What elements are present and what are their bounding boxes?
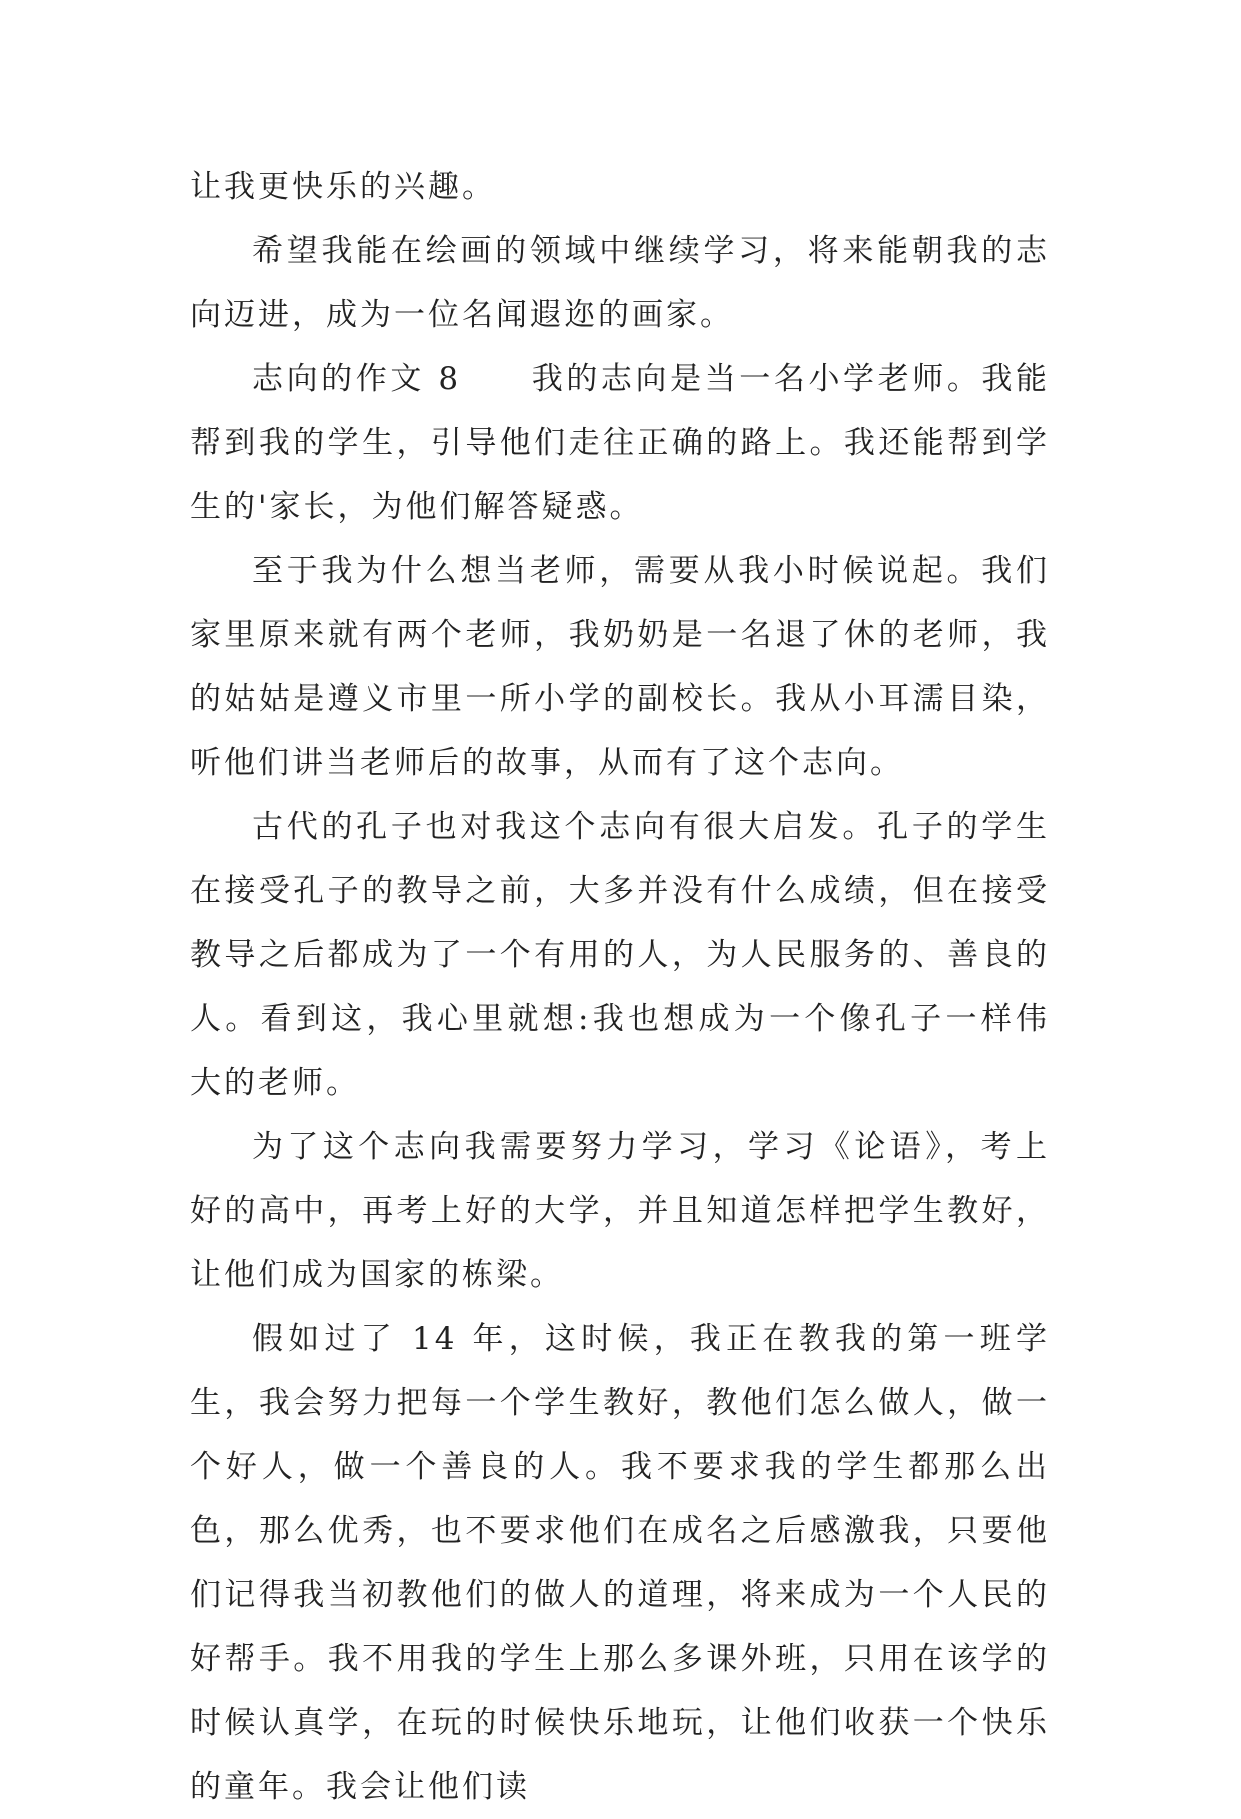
paragraph-text: 我的志向是当一名小学老师。我能帮到我的学生，引导他们走往正确的路上。我还能帮到学生的'家长，为他们解答疑惑。	[190, 361, 1051, 525]
paragraph: 假如过了 14 年，这时候，我正在教我的第一班学生，我会努力把每一个学生教好，教他们怎么做人，做一个好人，做一个善良的人。我不要求我的学生都那么出色，那么优秀，也不要求他们在成名之后感激我，只要他们记得我当初教他们的做人的道理，将来成为一个人民的好帮手。我不用我的学生上那么多课外班，只用在该学的时候认真学，在玩的时候快乐地玩，让他们收获一个快乐的童年。我会让他们读	[190, 1321, 1050, 1805]
paragraph-with-title	[190, 347, 1050, 539]
paragraph: 至于我为什么想当老师，需要从我小时候说起。我们家里原来就有两个老师，我奶奶是一名退了休的老师，我的姑姑是遵义市里一所小学的副校长。我从小耳濡目染，听他们讲当老师后的故事，从而有了这个志向。	[190, 553, 1050, 781]
essay-title: 志向的作文 8	[252, 361, 462, 397]
paragraph: 古代的孔子也对我这个志向有很大启发。孔子的学生在接受孔子的教导之前，大多并没有什么成绩，但在接受教导之后都成为了一个有用的人，为人民服务的、善良的人。看到这，我心里就想:我也想成为一个像孔子一样伟大的老师。	[190, 809, 1050, 1101]
paragraph: 让我更快乐的兴趣。	[190, 169, 496, 205]
paragraph: 希望我能在绘画的领域中继续学习，将来能朝我的志向迈进，成为一位名闻遐迩的画家。	[190, 233, 1050, 333]
document-page	[190, 155, 1050, 1819]
paragraph: 为了这个志向我需要努力学习，学习《论语》，考上好的高中，再考上好的大学，并且知道怎样把学生教好，让他们成为国家的栋梁。	[190, 1129, 1050, 1293]
